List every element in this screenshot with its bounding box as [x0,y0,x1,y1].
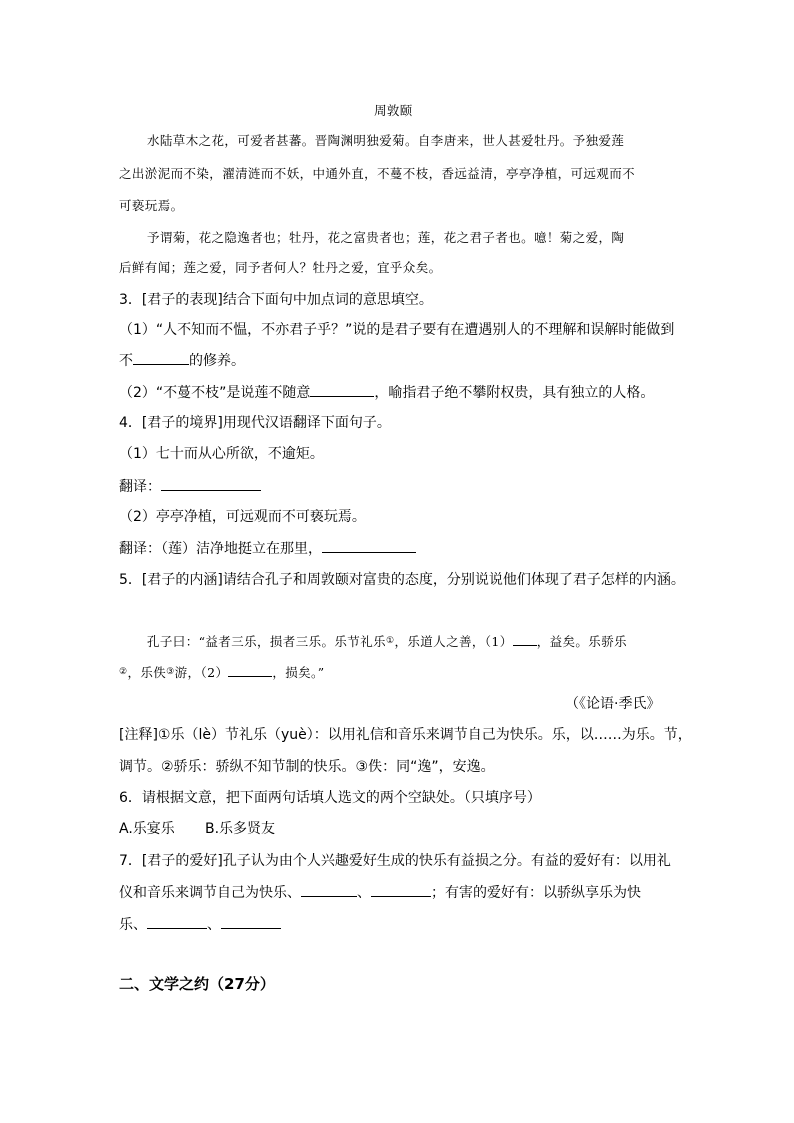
question-4-item-1: （1）七十而从心所欲，不逾矩。 [119,446,324,462]
question-6-option-b: B.乐多贤友 [205,821,276,837]
question-4-item-2: （2）亭亭净植，可远观而不可亵玩焉。 [119,509,366,525]
question-7-line-3: 乐、 、 [119,914,281,935]
answer-blank[interactable] [221,914,281,929]
analects-line-2: ②，乐佚③游，（2） ，损矣。” [119,662,324,683]
answer-blank[interactable] [513,631,537,646]
notes-line-1: [注释]①乐（lè）节礼乐（yuè）：以用礼信和音乐来调节自己为快乐。乐，以……为乐。节， [119,727,692,743]
answer-blank[interactable] [322,538,416,553]
question-6-stem: 6．请根据文意，把下面两句话填人选文的两个空缺处。（只填序号） [119,790,541,806]
answer-blank[interactable] [228,662,272,677]
source-citation: （《论语·季氏》 [565,696,661,712]
question-4-stem: 4．[君子的境界]用现代汉语翻译下面句子。 [119,415,391,431]
passage-line: 之出淤泥而不染，濯清涟而不妖，中通外直，不蔓不枝，香远益清，亭亭净植，可远观而不 [119,166,636,181]
passage-line: 后鲜有闻；莲之爱，同予者何人？牡丹之爱，宜乎众矣。 [119,260,442,275]
answer-blank[interactable] [310,382,374,397]
question-5-stem: 5．[君子的内涵]请结合孔子和周敦颐对富贵的态度，分别说说他们体现了君子怎样的内涵。 [119,572,685,588]
question-7-line-1: 7．[君子的爱好]孔子认为由个人兴趣爱好生成的快乐有益损之分。有益的爱好有：以用礼 [119,853,671,869]
passage-line: 水陆草木之花，可爱者甚蕃。晋陶渊明独爱菊。自李唐来，世人甚爱牡丹。予独爱莲 [147,133,625,148]
question-6-option-a: A.乐宴乐 [119,821,175,837]
question-3-stem: 3．[君子的表现]结合下面句中加点词的意思填空。 [119,292,433,308]
question-4-translation-2: 翻译：（莲）洁净地挺立在那里， [119,538,416,559]
analects-line-1: 孔子曰：“益者三乐，损者三乐。乐节礼乐①，乐道人之善，（1） ，益矣。乐骄乐 [147,631,627,652]
question-3-item-1: （1）“人不知而不愠，不亦君子乎？”说的是君子要有在遭遇别人的不理解和误解时能做到 [119,322,675,338]
question-4-translation-1: 翻译： [119,476,261,497]
passage-line: 可亵玩焉。 [119,198,184,213]
answer-blank[interactable] [371,882,431,897]
answer-blank[interactable] [147,914,207,929]
passage-title: 周敦颐 [374,103,413,118]
answer-blank[interactable] [301,882,357,897]
question-7-line-2: 仪和音乐来调节自己为快乐、 、 ；有害的爱好有：以骄纵享乐为快 [119,882,641,903]
question-3-item-1-cont: 不 的修养。 [119,350,245,371]
passage-line: 予谓菊，花之隐逸者也；牡丹，花之富贵者也；莲，花之君子者也。噫！菊之爱，陶 [147,230,625,245]
notes-line-2: 调节。②骄乐：骄纵不知节制的快乐。③佚：同“逸”，安逸。 [119,759,495,775]
section-heading: 二、文学之约（27分） [119,975,275,993]
answer-blank[interactable] [161,476,261,491]
answer-blank[interactable] [133,350,189,365]
question-3-item-2: （2）“不蔓不枝”是说莲不随意 ，喻指君子绝不攀附权贵，具有独立的人格。 [119,382,654,403]
